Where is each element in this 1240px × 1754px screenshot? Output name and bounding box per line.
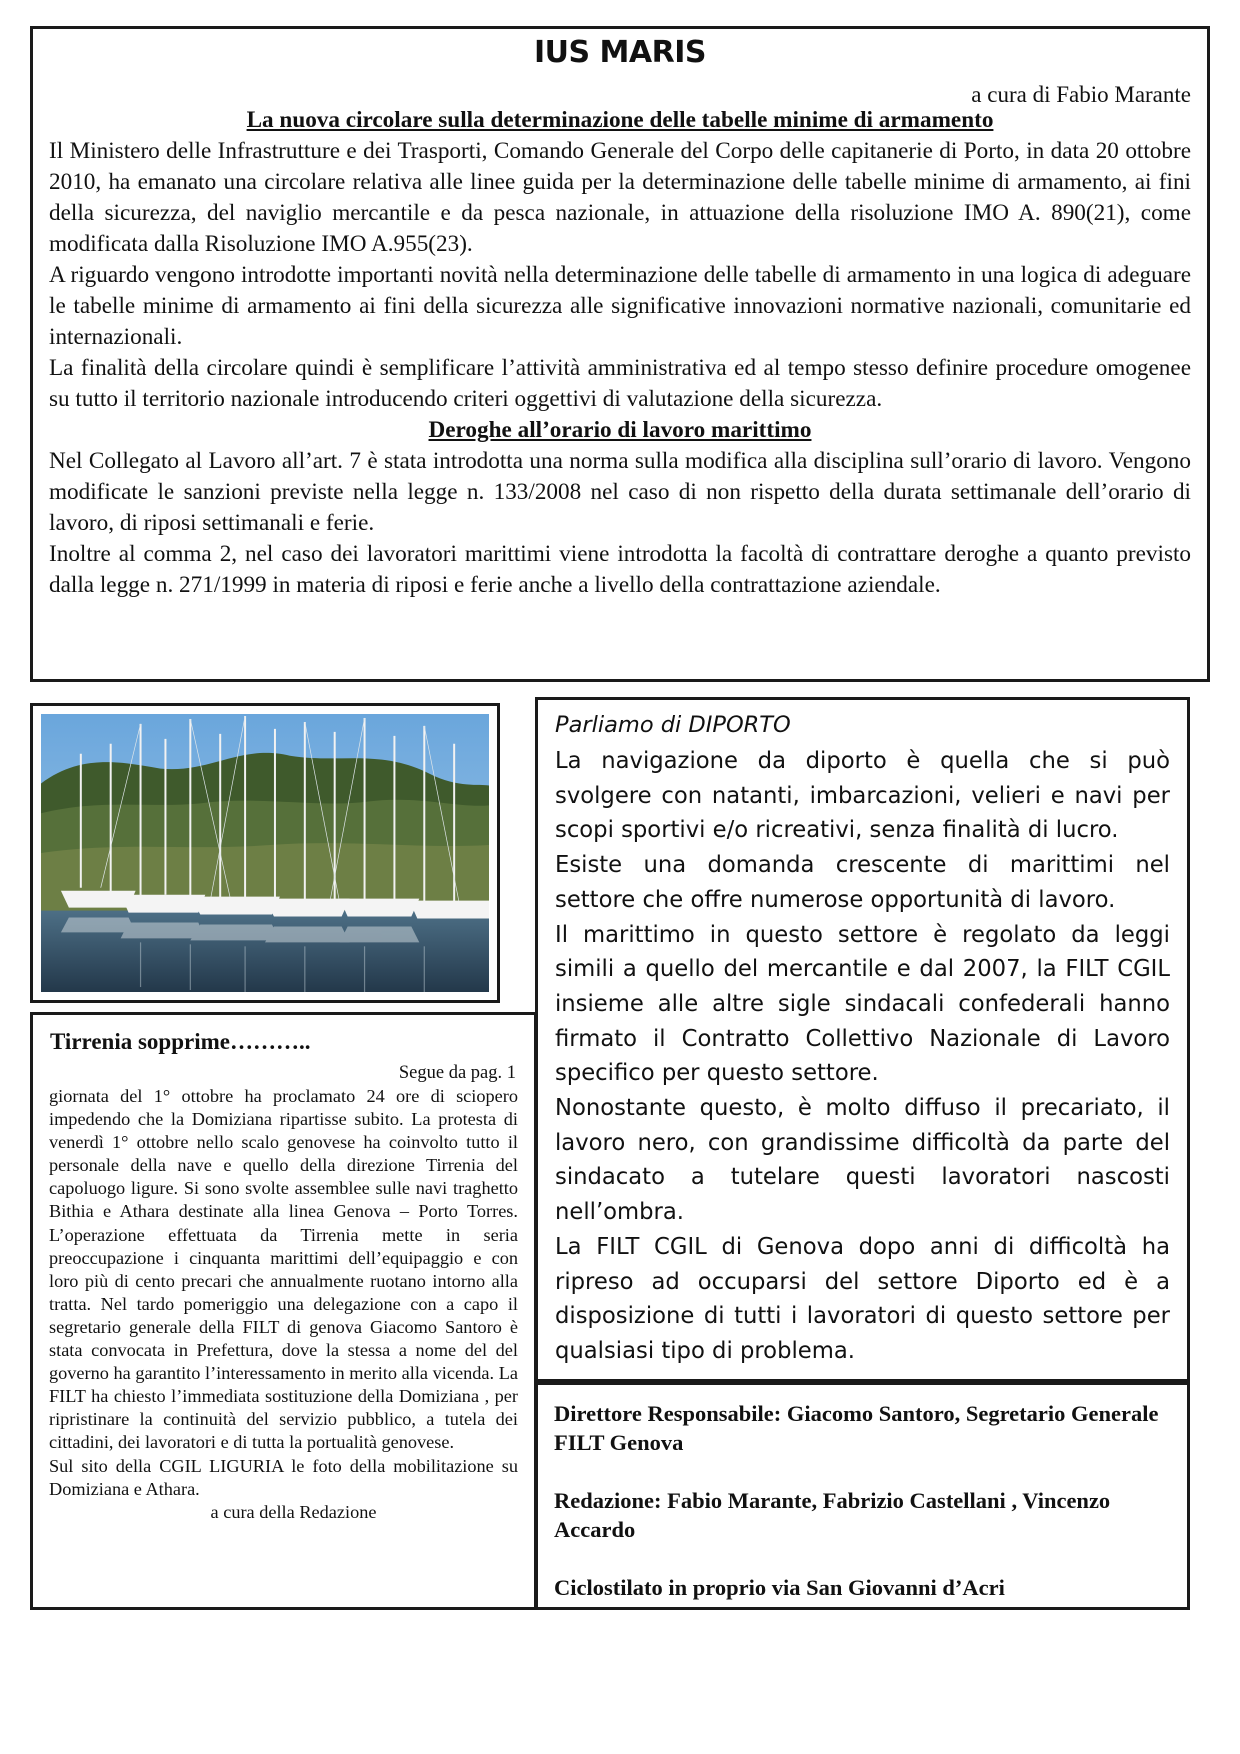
tirrenia-body-text: giornata del 1° ottobre ha proclamato 24 ore di sciopero impedendo che la Domiziana ripartisse subito. La protesta di venerdì 1° ottobre nello scalo genovese ha coinvolto tutto il personale della nave e quello della direzione Tirrenia del capoluogo ligure. Si sono svolte assemblee sulle navi traghetto Bithia e Athara destinate alla linea Genova – Porto Torres. L’operazione effettuata da Tirrenia mette in seria preoccupazione i cinquanta marittimi dell’equipaggio e con loro più di cento precari che annualmente ruotano intorno alla tratta. Nel tardo pomeriggio una delegazione con a capo il segretario generale della FILT di genova Giacomo Santoro è stata convocata in Prefettura, dove la stessa a nome del del governo ha garantito l’interessamento in merito alla vicenda. La FILT ha chiesto l’immediata sostituzione della Domiziana , per ripristinare la continuità del servizio pubblico, a tutela dei cittadini, dei lavoratori e di tutta la portualità genovese. [49, 1086, 518, 1453]
diporto-article [535, 697, 1190, 1382]
ius-maris-box [30, 26, 1210, 682]
ius-heading-deroghe: Deroghe all’orario di lavoro marittimo [428, 417, 812, 443]
tirrenia-article [30, 1012, 537, 1610]
colophon-box [535, 1382, 1190, 1610]
tirrenia-body [49, 1085, 518, 1524]
diporto-paragraph: Nonostante questo, è molto diffuso il precariato, il lavoro nero, con grandissime difficoltà da parte del sindacato a tutelare questi lavoratori nascosti nell’ombra. [555, 1095, 1170, 1226]
diporto-title: Parliamo di DIPORTO [555, 712, 791, 738]
diporto-paragraph: La FILT CGIL di Genova dopo anni di difficoltà ha ripreso ad occuparsi del settore Diporto ed è a disposizione di tutti i lavoratori di questo settore per qualsiasi tipo di problema. [555, 1233, 1170, 1364]
tirrenia-body-text-2: Sul sito della CGIL LIGURIA le foto della mobilitazione su Domiziana e Athara. [49, 1455, 518, 1499]
colophon-content [554, 1399, 1171, 1631]
tirrenia-credit: a cura della Redazione [210, 1501, 377, 1522]
ius-maris-title: IUS MARIS [533, 35, 706, 70]
diporto-paragraph: Il marittimo in questo settore è regolato da leggi simili a quello del mercantile e dal 2007, la FILT CGIL insieme alle altre sigle sindacali confederali hanno firmato il Contratto Collettivo Nazionale di Lavoro specifico per questo settore. [555, 921, 1170, 1087]
ius-maris-author: a cura di Fabio Marante [971, 82, 1191, 107]
marina-sailboats-image [41, 714, 489, 992]
ius-paragraph: Nel Collegato al Lavoro all’art. 7 è stata introdotta una norma sulla modifica alla disciplina sull’orario di lavoro. Vengono modificate le sanzioni previste nella legge n. 133/2008 nel caso di non rispetto della durata settimanale dell’orario di lavoro, di riposi settimanali e ferie. [49, 448, 1191, 536]
diporto-paragraph: La navigazione da diporto è quella che si può svolgere con natanti, imbarcazioni, velieri e navi per scopi sportivi e/o ricreativi, senza finalità di lucro. [555, 748, 1170, 844]
tirrenia-continued-note: Segue da pag. 1 [398, 1063, 516, 1083]
marina-photo [30, 703, 500, 1003]
ius-paragraph: Il Ministero delle Infrastrutture e dei Trasporti, Comando Generale del Corpo delle capitanerie di Porto, in data 20 ottobre 2010, ha emanato una circolare relativa alle linee guida per la determinazione delle tabelle minime di armamento, ai fini della sicurezza, del naviglio mercantile e da pesca nazionale, in attuazione della risoluzione IMO A. 890(21), come modificata dalla Risoluzione IMO A.955(23). [49, 138, 1191, 257]
ius-paragraph: La finalità della circolare quindi è semplificare l’attività amministrativa ed al tempo stesso definire procedure omogenee su tutto il territorio nazionale introducendo criteri oggettivi di valutazione della sicurezza. [49, 355, 1191, 412]
ius-paragraph: A riguardo vengono introdotte importanti novità nella determinazione delle tabelle di armamento in una logica di adeguare le tabelle minime di armamento ai fini della sicurezza alle significative innovazioni normative nazionali, comunitarie ed internazionali. [49, 262, 1191, 350]
tirrenia-title: Tirrenia sopprime……….. [50, 1029, 311, 1054]
ius-paragraph: Inoltre al comma 2, nel caso dei lavoratori marittimi viene introdotta la facoltà di contrattare deroghe a quanto previsto dalla legge n. 271/1999 in materia di riposi e ferie anche a livello della contrattazione aziendale. [49, 541, 1191, 598]
ius-heading-circolare: La nuova circolare sulla determinazione delle tabelle minime di armamento [246, 107, 994, 133]
colophon-editors: Redazione: Fabio Marante, Fabrizio Castellani , Vincenzo Accardo [554, 1488, 1111, 1542]
ius-maris-content [49, 105, 1191, 601]
diporto-body [555, 744, 1170, 1369]
diporto-paragraph: Esiste una domanda crescente di marittimi nel settore che offre numerose opportunità di lavoro. [555, 852, 1170, 913]
colophon-director: Direttore Responsabile: Giacomo Santoro, Segretario Generale FILT Genova [554, 1401, 1159, 1455]
colophon-printing: Ciclostilato in proprio via San Giovanni d’Acri [554, 1575, 1005, 1600]
